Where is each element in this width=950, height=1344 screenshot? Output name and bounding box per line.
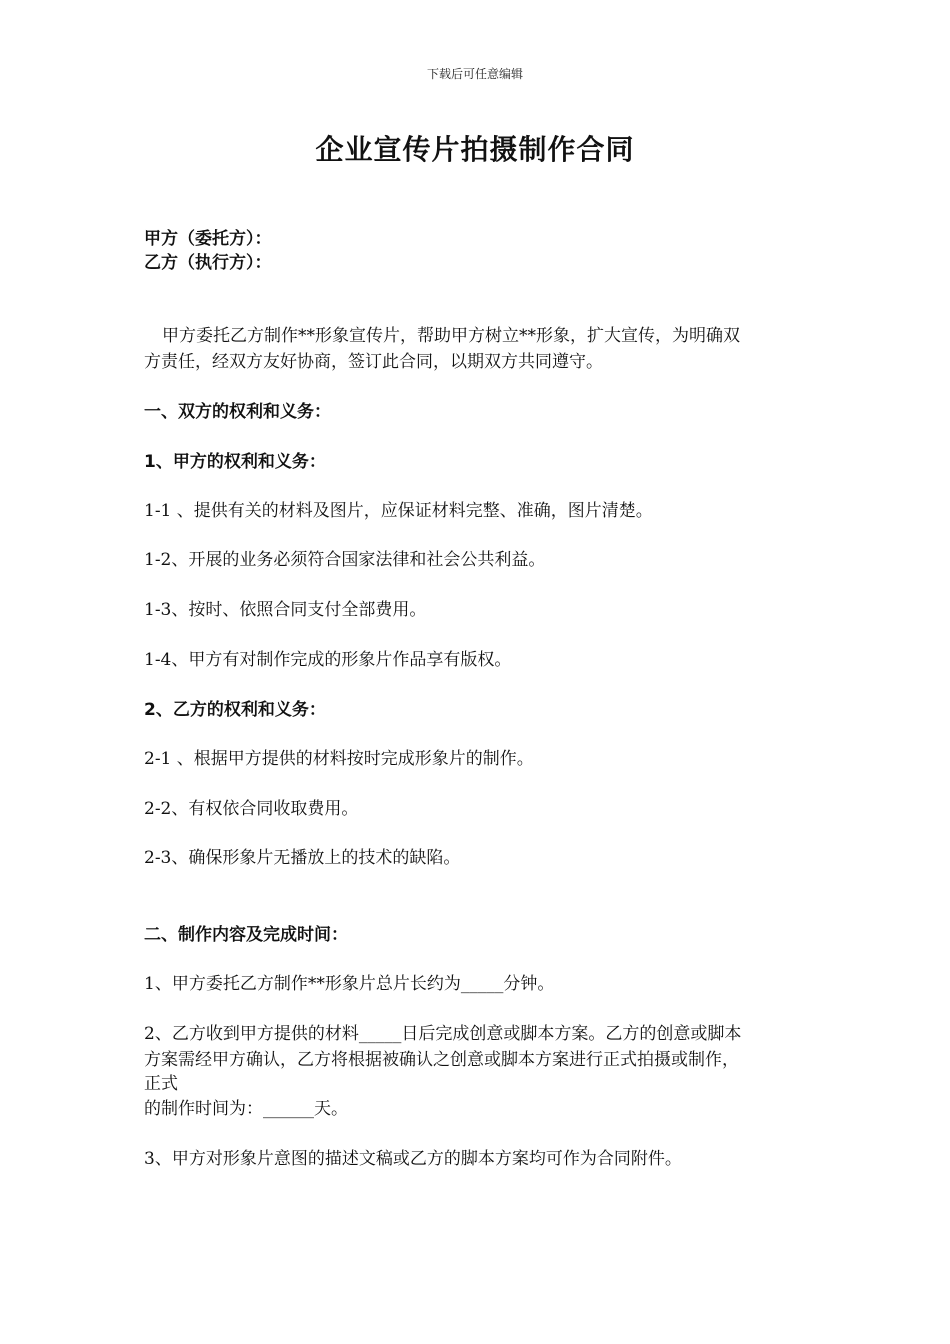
party-a-label: 甲方（委托方）： bbox=[144, 229, 272, 249]
subsection-2-heading: 2、乙方的权利和义务： bbox=[144, 700, 326, 720]
clause-2-1: 2-1 、根据甲方提供的材料按时完成形象片的制作。 bbox=[144, 749, 534, 769]
clause-1-2: 1-2、开展的业务必须符合国家法律和社会公共利益。 bbox=[144, 550, 546, 570]
content-clause-2-line-1: 2、乙方收到甲方提供的材料_____日后完成创意或脚本方案。乙方的创意或脚本 bbox=[144, 1024, 742, 1044]
content-clause-2-line-2: 方案需经甲方确认，乙方将根据被确认之创意或脚本方案进行正式拍摄或制作， bbox=[144, 1050, 739, 1070]
header-note: 下载后可任意编辑 bbox=[426, 67, 523, 81]
clause-1-1: 1-1 、提供有关的材料及图片，应保证材料完整、准确，图片清楚。 bbox=[144, 501, 653, 521]
clause-2-3: 2-3、确保形象片无播放上的技术的缺陷。 bbox=[144, 848, 461, 868]
content-clause-1: 1、甲方委托乙方制作**形象片总片长约为_____分钟。 bbox=[144, 974, 555, 994]
party-b-label: 乙方（执行方）： bbox=[144, 253, 272, 273]
clause-1-3: 1-3、按时、依照合同支付全部费用。 bbox=[144, 600, 427, 620]
section-2-heading: 二、制作内容及完成时间： bbox=[144, 925, 348, 945]
intro-paragraph-line-2: 方责任，经双方友好协商，签订此合同，以期双方共同遵守。 bbox=[144, 352, 603, 372]
clause-1-4: 1-4、甲方有对制作完成的形象片作品享有版权。 bbox=[144, 650, 512, 670]
content-clause-3: 3、甲方对形象片意图的描述文稿或乙方的脚本方案均可作为合同附件。 bbox=[144, 1149, 682, 1169]
content-clause-2-line-4: 的制作时间为：______天。 bbox=[144, 1099, 348, 1119]
content-clause-2-line-3: 正式 bbox=[144, 1074, 178, 1094]
section-1-heading: 一、双方的权利和义务： bbox=[144, 402, 331, 422]
subsection-1-heading: 1、甲方的权利和义务： bbox=[144, 452, 326, 472]
page-title: 企业宣传片拍摄制作合同 bbox=[315, 133, 635, 166]
clause-2-2: 2-2、有权依合同收取费用。 bbox=[144, 799, 359, 819]
intro-paragraph-line-1: 甲方委托乙方制作**形象宣传片，帮助甲方树立**形象，扩大宣传，为明确双 bbox=[162, 326, 740, 346]
